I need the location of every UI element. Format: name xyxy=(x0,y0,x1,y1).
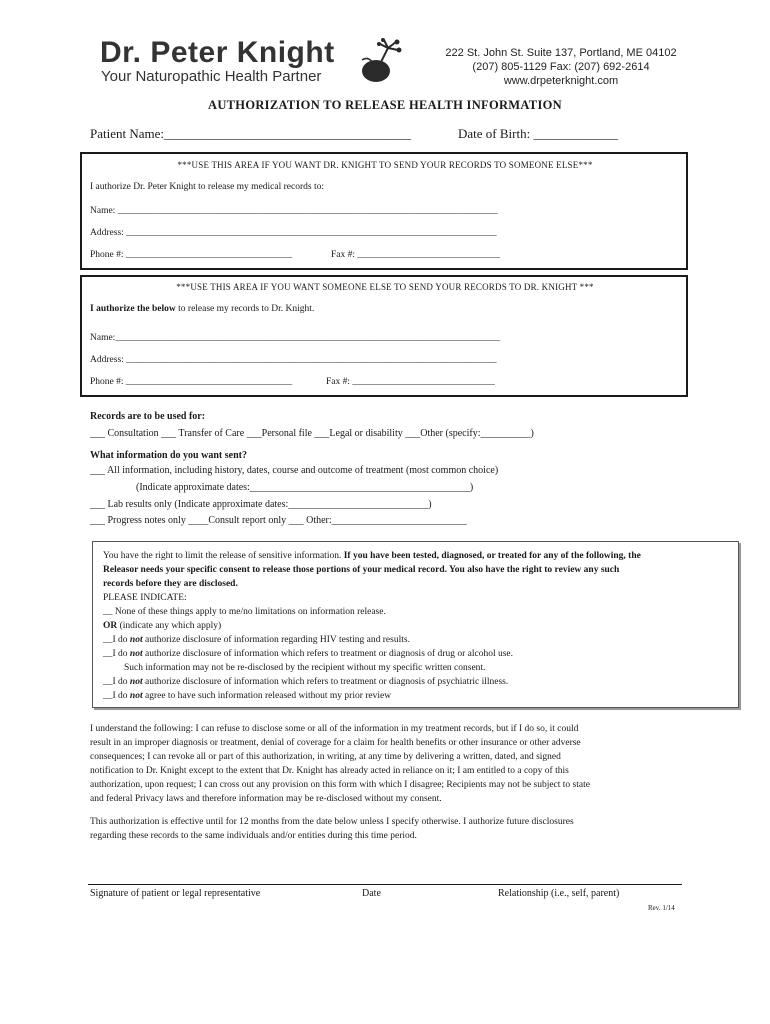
dob-label: Date of Birth: xyxy=(458,126,531,141)
understand-line-5: authorization, upon request; I can cross out any provision on this form with which I disagree; Recipients may not be subject to state xyxy=(90,780,590,790)
date-label: Date xyxy=(362,888,381,899)
psych-post: authorize disclosure of information which refers to treatment or diagnosis of psychiatric illness. xyxy=(142,677,509,687)
understand-line-3: consequences; I can revoke all or part of this authorization, in writing, at any time by delivering a written, dated, and signed xyxy=(90,752,561,762)
drug-not: not xyxy=(129,649,143,659)
understand-line-4: notification to Dr. Knight except to the extent that Dr. Knight has already acted in reliance on it; I am entitled to a copy of this xyxy=(90,766,569,776)
send-phone-field[interactable]: Phone #: ___________________________________ xyxy=(90,250,293,260)
hiv-not: not xyxy=(129,635,143,645)
send-fax-field[interactable]: Fax #: ______________________________ xyxy=(331,250,500,260)
info-all-dates[interactable]: (Indicate approximate dates:____________________________________________) xyxy=(136,482,474,493)
agree-pre: __I do xyxy=(103,691,130,701)
send-name-field[interactable]: Name: ________________________________________________________________________________ xyxy=(90,206,498,216)
relationship-label: Relationship (i.e., self, parent) xyxy=(498,888,620,899)
effective-line-2: regarding these records to the same individuals and/or entities during this time period. xyxy=(90,831,417,841)
dob-field[interactable] xyxy=(458,126,618,142)
sensitive-intro-bold3: records before they are disclosed. xyxy=(103,579,238,589)
send-address-field[interactable]: Address: ______________________________________________________________________________ xyxy=(90,228,497,238)
website-line: www.drpeterknight.com xyxy=(503,75,619,87)
receive-authorize-bold: I authorize the below xyxy=(90,304,176,314)
info-lab-option[interactable]: ___ Lab results only (Indicate approximate dates:____________________________) xyxy=(90,499,432,510)
agree-not: not xyxy=(129,691,143,701)
address-line: 222 St. John St. Suite 137, Portland, ME 04102 xyxy=(445,47,677,59)
records-use-options[interactable]: ___ Consultation ___ Transfer of Care ___Personal file ___Legal or disability ___Other (specify:__________) xyxy=(90,428,534,439)
or-rest: (indicate any which apply) xyxy=(117,621,222,631)
dob-blank[interactable]: _____________ xyxy=(533,126,618,141)
receive-address-field[interactable]: Address: ______________________________________________________________________________ xyxy=(90,355,497,365)
signature-label: Signature of patient or legal representative xyxy=(90,888,261,899)
drug-note: Such information may not be re-disclosed by the recipient without my specific written consent. xyxy=(124,663,486,673)
records-use-heading: Records are to be used for: xyxy=(90,411,206,422)
practice-tagline: Your Naturopathic Health Partner xyxy=(101,68,322,85)
receive-phone-field[interactable]: Phone #: ___________________________________ xyxy=(90,377,293,387)
hiv-post: authorize disclosure of information regarding HIV testing and results. xyxy=(142,635,410,645)
receive-authorize-rest: to release my records to Dr. Knight. xyxy=(175,304,315,314)
practice-name: Dr. Peter Knight xyxy=(100,36,335,69)
sensitive-intro-bold2: Releasor needs your specific consent to release those portions of your medical record. You also have the right to review any such xyxy=(103,565,620,575)
info-all-option[interactable]: ___ All information, including history, dates, course and outcome of treatment (most common choice) xyxy=(90,465,499,476)
understand-line-1: I understand the following: I can refuse to disclose some or all of the information in my treatment records, but if I do so, it could xyxy=(90,724,579,734)
receive-fax-field[interactable]: Fax #: ______________________________ xyxy=(326,377,495,387)
receive-name-field[interactable]: Name:_________________________________________________________________________________ xyxy=(90,333,501,343)
understand-line-2: result in an improper diagnosis or treatment, denial of coverage for a claim for health benefits or other insurance or other adverse xyxy=(90,738,581,748)
patient-name-field[interactable] xyxy=(90,126,411,142)
or-indicate xyxy=(103,619,221,633)
drug-pre: __I do xyxy=(103,649,130,659)
send-authorize-text: I authorize Dr. Peter Knight to release my medical records to: xyxy=(90,182,324,192)
phone-fax-line: (207) 805-1129 Fax: (207) 692-2614 xyxy=(472,61,650,73)
hiv-pre: __I do xyxy=(103,635,130,645)
psych-option[interactable] xyxy=(103,675,508,689)
send-section-heading: ***USE THIS AREA IF YOU WANT DR. KNIGHT TO SEND YOUR RECORDS TO SOMEONE ELSE*** xyxy=(177,160,593,170)
info-wanted-heading: What information do you want sent? xyxy=(90,450,247,461)
psych-pre: __I do xyxy=(103,677,130,687)
understand-line-6: and federal Privacy laws and therefore information may be re-disclosed without my consent. xyxy=(90,794,442,804)
plant-seed-icon xyxy=(358,38,408,84)
effective-line-1: This authorization is effective until for 12 months from the date below unless I specify otherwise. I authorize future disclosures xyxy=(90,817,574,827)
patient-name-blank[interactable]: ______________________________________ xyxy=(164,126,412,141)
drug-post: authorize disclosure of information which refers to treatment or diagnosis of drug or alcohol use. xyxy=(142,649,514,659)
sensitive-intro-bold1: If you have been tested, diagnosed, or treated for any of the following, the xyxy=(343,551,641,561)
review-option[interactable] xyxy=(103,689,391,703)
sensitive-intro xyxy=(103,549,735,563)
agree-post: agree to have such information released without my prior review xyxy=(142,691,392,701)
patient-name-label: Patient Name: xyxy=(90,126,165,141)
hiv-option[interactable] xyxy=(103,633,410,647)
receive-authorize-text xyxy=(90,304,314,314)
or-label: OR xyxy=(103,621,118,631)
revision-label: Rev. 1/14 xyxy=(648,904,675,912)
please-indicate: PLEASE INDICATE: xyxy=(103,593,187,603)
drug-option[interactable] xyxy=(103,647,513,661)
psych-not: not xyxy=(129,677,143,687)
receive-section-heading: ***USE THIS AREA IF YOU WANT SOMEONE ELSE TO SEND YOUR RECORDS TO DR. KNIGHT *** xyxy=(176,282,594,292)
form-title: AUTHORIZATION TO RELEASE HEALTH INFORMATION xyxy=(208,98,562,112)
signature-line[interactable] xyxy=(88,884,682,885)
info-progress-option[interactable]: ___ Progress notes only ____Consult report only ___ Other:___________________________ xyxy=(90,515,467,526)
sensitive-intro-text: You have the right to limit the release of sensitive information. xyxy=(103,551,344,561)
none-apply-option[interactable]: __ None of these things apply to me/no limitations on information release. xyxy=(103,607,386,617)
